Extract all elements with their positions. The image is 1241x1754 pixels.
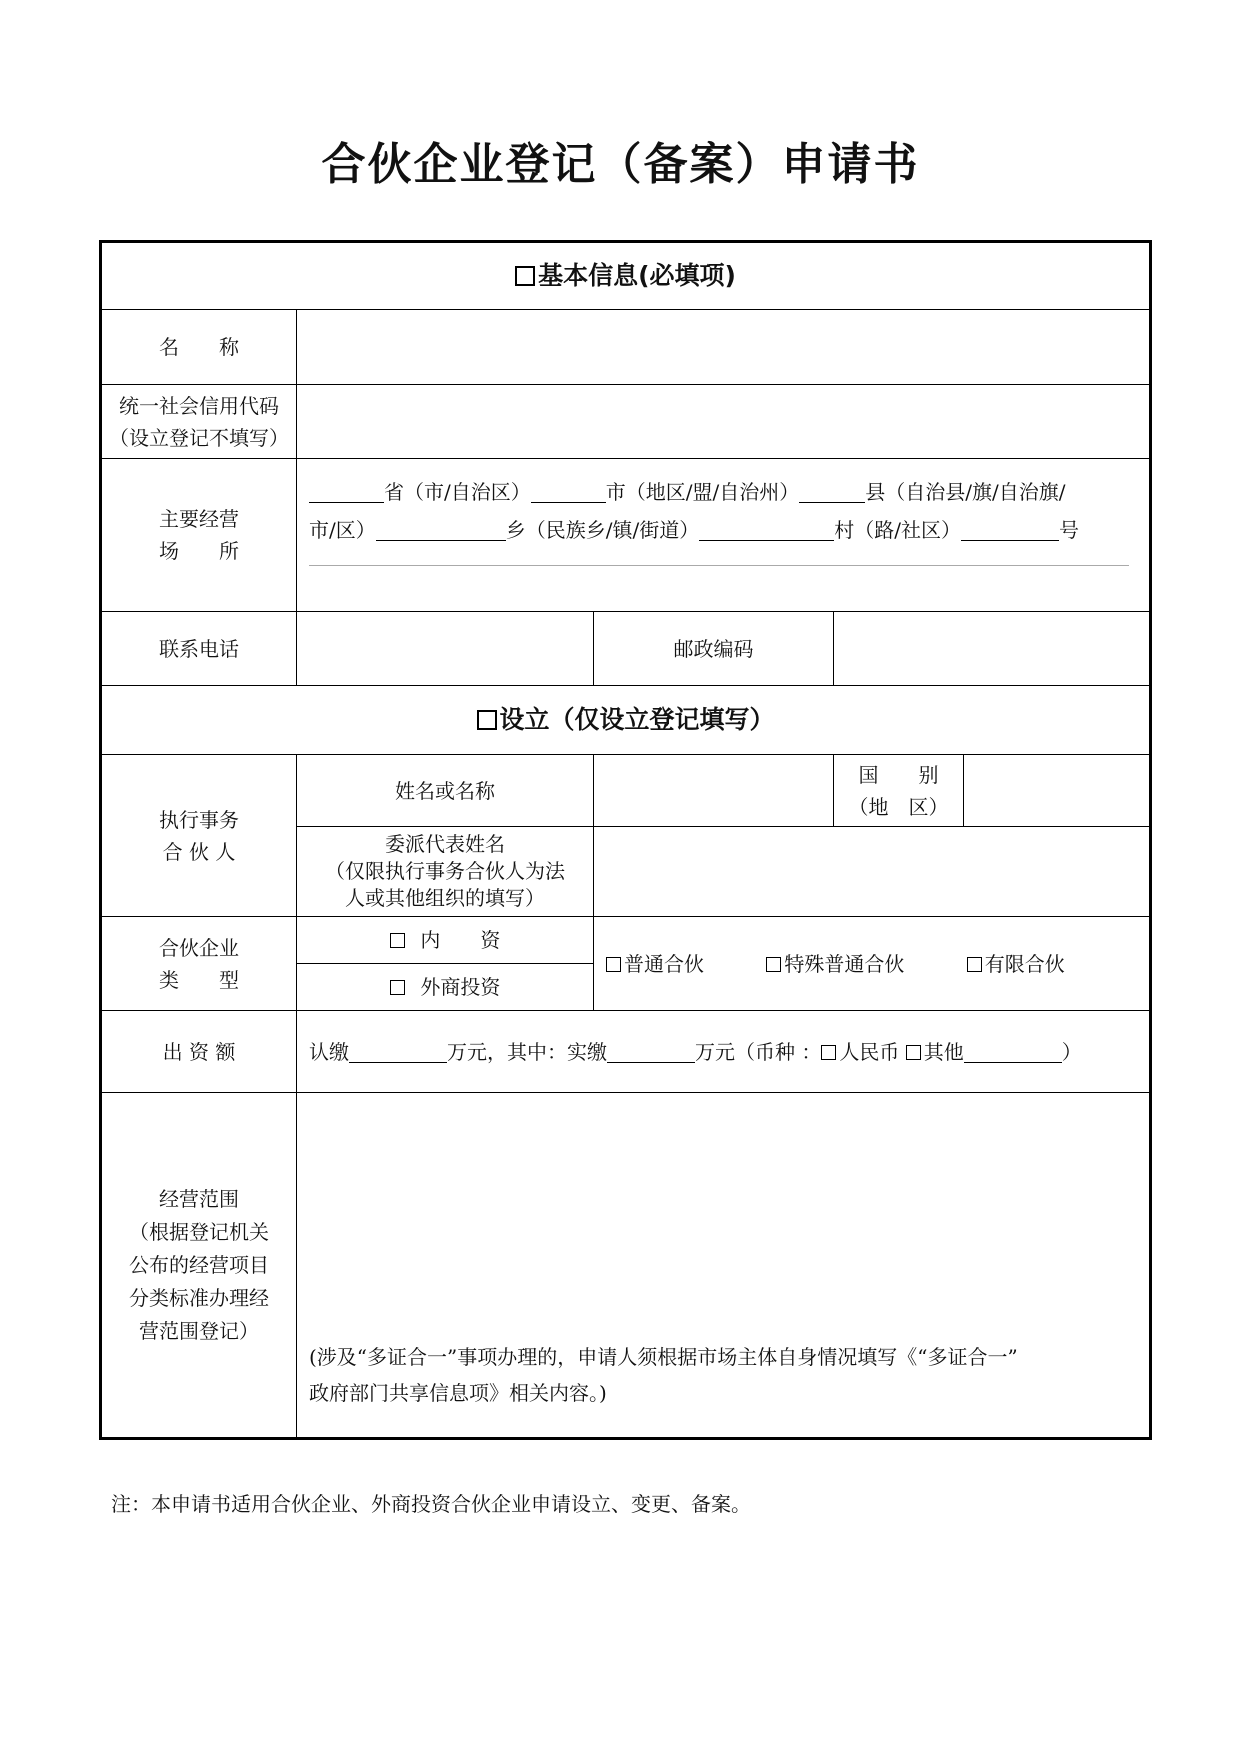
city-blank[interactable] <box>531 482 606 503</box>
credit-code-label-line1: 统一社会信用代码 <box>119 393 279 418</box>
limited-checkbox[interactable] <box>967 957 982 972</box>
village-blank[interactable] <box>699 520 834 541</box>
rep-field[interactable] <box>594 827 1151 917</box>
domestic-option[interactable] <box>297 917 594 964</box>
form-title: 合伙企业登记（备案）申请书 <box>321 139 920 190</box>
scope-label-line5: 营范围登记） <box>139 1318 259 1343</box>
foreign-checkbox[interactable] <box>390 980 405 995</box>
domestic-label: 内 资 <box>420 928 501 952</box>
scope-label-line3: 公布的经营项目 <box>129 1252 269 1277</box>
country-label <box>834 755 964 827</box>
special-option[interactable] <box>766 948 904 980</box>
scope-label-line4: 分类标准办理经 <box>129 1285 269 1310</box>
partner-label <box>101 755 297 917</box>
place-label-line1: 主要经营 <box>159 507 239 531</box>
province-blank[interactable] <box>309 482 384 503</box>
other-currency-label: 其他 <box>923 1039 964 1064</box>
name-label: 名 称 <box>101 310 297 385</box>
number-blank[interactable] <box>961 520 1059 541</box>
scope-label-line2: （根据登记机关 <box>129 1219 269 1244</box>
county-blank[interactable] <box>799 482 865 503</box>
capital-paid-text: 万元，其中：实缴 <box>447 1039 607 1064</box>
capital-close-paren: ） <box>1061 1039 1082 1064</box>
special-checkbox[interactable] <box>766 957 781 972</box>
currency-text: 万元（币种 ： <box>695 1039 822 1064</box>
ptype-options <box>594 917 1151 1011</box>
scope-label-line1: 经营范围 <box>159 1186 239 1211</box>
capital-label: 出 资 额 <box>101 1011 297 1093</box>
special-label: 特殊普通合伙 <box>784 951 905 976</box>
partner-label-line1: 执行事务 <box>159 807 239 832</box>
partner-name-field[interactable] <box>594 755 834 827</box>
district-text: 市/区） <box>309 518 376 542</box>
general-label: 普通合伙 <box>624 951 704 976</box>
name-field[interactable] <box>297 310 1151 385</box>
city-text: 市（地区/盟/自治州） <box>605 480 800 504</box>
ptype-label <box>101 917 297 1011</box>
rep-label-line1: 委派代表姓名 <box>385 832 505 856</box>
postcode-field[interactable] <box>834 612 1151 686</box>
rep-label-line2: （仅限执行事务合伙人为法 <box>325 859 565 883</box>
subscribed-blank[interactable] <box>349 1042 447 1063</box>
section-basic-checkbox[interactable] <box>515 266 535 286</box>
number-text: 号 <box>1058 518 1079 542</box>
province-text: 省（市/自治区） <box>384 480 531 504</box>
section-basic-label: 基本信息(必填项) <box>538 261 736 290</box>
county-text: 县（自治县/旗/自治旗/ <box>865 480 1066 504</box>
address-line-2 <box>309 511 1137 549</box>
paid-blank[interactable] <box>607 1042 695 1063</box>
rmb-label: 人民币 <box>839 1039 900 1064</box>
scope-field[interactable] <box>297 1093 1151 1439</box>
capital-field <box>297 1011 1151 1093</box>
general-checkbox[interactable] <box>606 957 621 972</box>
place-label-line2: 场 所 <box>159 539 239 563</box>
phone-label: 联系电话 <box>101 612 297 686</box>
partner-label-line2: 合 伙 人 <box>162 839 236 864</box>
country-label-line2: （地 区） <box>848 794 949 819</box>
phone-field[interactable] <box>297 612 594 686</box>
township-blank[interactable] <box>376 520 506 541</box>
scope-note-line1: (涉及“多证合一”事项办理的，申请人须根据市场主体自身情况填写《“多证合一” <box>309 1345 1018 1369</box>
section-establish-checkbox[interactable] <box>477 710 497 730</box>
scope-label <box>101 1093 297 1439</box>
limited-option[interactable] <box>967 948 1065 980</box>
footnote: 注：本申请书适用合伙企业、外商投资合伙企业申请设立、变更、备案。 <box>111 1492 751 1516</box>
postcode-label: 邮政编码 <box>594 612 834 686</box>
limited-label: 有限合伙 <box>984 951 1065 976</box>
ptype-label-line1: 合伙企业 <box>159 935 239 960</box>
place-label <box>101 459 297 612</box>
credit-code-field[interactable] <box>297 385 1151 459</box>
address-extra-line[interactable] <box>309 565 1129 566</box>
other-currency-checkbox[interactable] <box>906 1045 921 1060</box>
village-text: 村（路/社区） <box>834 518 961 542</box>
scope-note-line2: 政府部门共享信息项》相关内容。) <box>309 1381 607 1405</box>
country-field[interactable] <box>964 755 1151 827</box>
rep-label <box>297 827 594 917</box>
section-establish <box>101 686 1151 755</box>
rmb-checkbox[interactable] <box>821 1045 836 1060</box>
ptype-label-line2: 类 型 <box>159 967 239 992</box>
credit-code-label-line2: （设立登记不填写） <box>109 425 289 450</box>
other-currency-blank[interactable] <box>964 1042 1062 1063</box>
domestic-checkbox[interactable] <box>390 933 405 948</box>
foreign-option[interactable] <box>297 964 594 1011</box>
section-basic-info <box>101 242 1151 310</box>
address-line-1 <box>309 473 1137 511</box>
place-field[interactable] <box>297 459 1151 612</box>
section-establish-label: 设立（仅设立登记填写） <box>499 705 775 734</box>
application-form <box>99 240 1152 1440</box>
general-option[interactable] <box>606 948 704 980</box>
capital-subscribed-text: 认缴 <box>309 1039 349 1064</box>
township-text: 乡（民族乡/镇/街道） <box>505 518 700 542</box>
partner-name-label: 姓名或名称 <box>297 755 594 827</box>
country-label-line1: 国 别 <box>858 762 939 787</box>
credit-code-label <box>101 385 297 459</box>
foreign-label: 外商投资 <box>420 975 501 999</box>
rep-label-line3: 人或其他组织的填写） <box>345 886 545 910</box>
